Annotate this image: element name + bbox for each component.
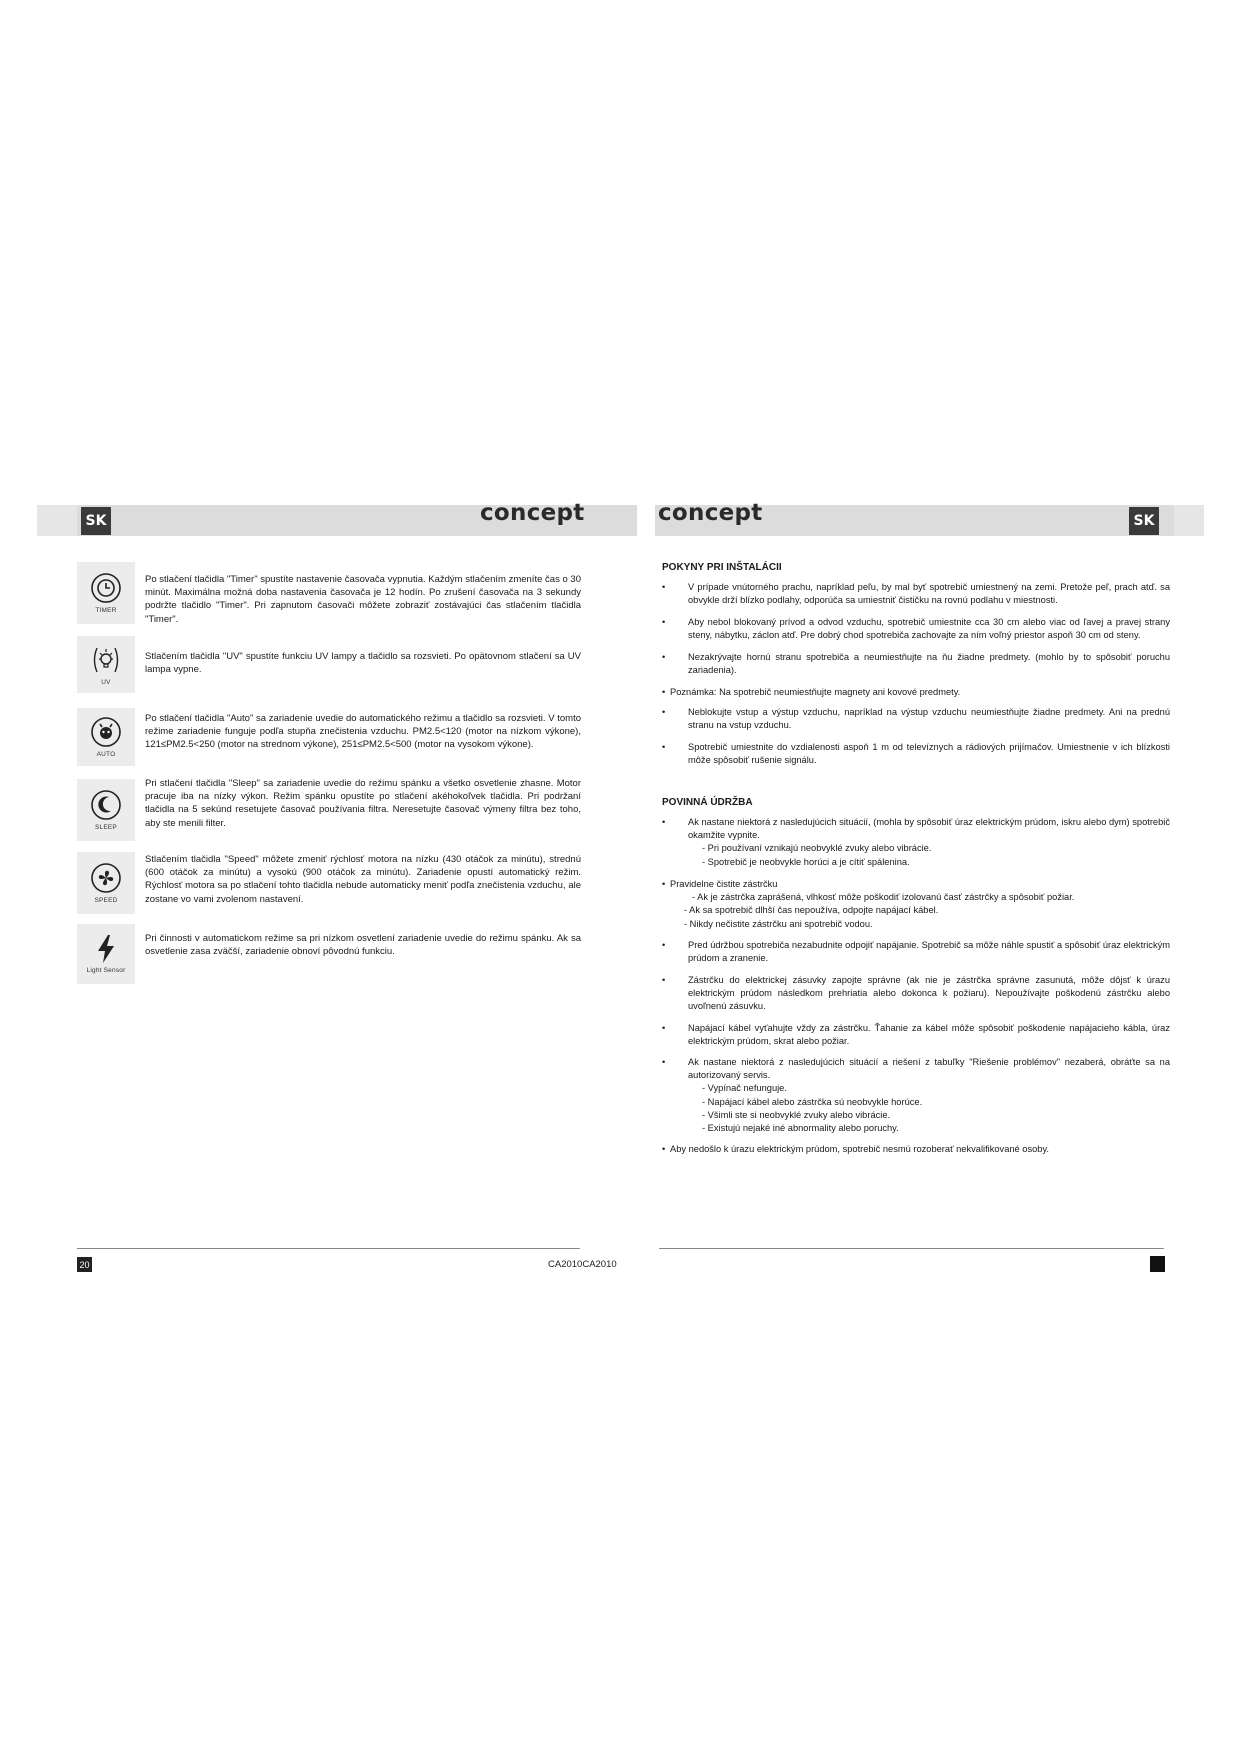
- footer-rule-left: [77, 1248, 580, 1249]
- timer-icon: [90, 572, 122, 604]
- lightning-sensor-icon: [94, 934, 118, 964]
- uv-icon-box: [77, 636, 135, 693]
- light-sensor-icon-box: [77, 924, 135, 984]
- speed-icon-box: [77, 852, 135, 914]
- timer-icon-box: [77, 562, 135, 624]
- auto-label: AUTO: [96, 751, 116, 758]
- fan-speed-icon: [90, 862, 122, 894]
- uv-lamp-icon: [90, 644, 122, 676]
- speed-description: Stlačením tlačidla "Speed" môžete zmeniť rýchlosť motora na nízku (430 otáčok za minútu), strednú (600 otáčok za minútu) a vysokú (900 otáčok za minútu). Zariadenie opustí automatický režim. Rýchlosť motora sa po stlačení tohto tlačidla nebude automaticky meniť podľa znečistenia vzduchu, ale zostane vo vami zvolenom nastavení.: [145, 854, 581, 905]
- auto-description: Po stlačení tlačidla "Auto" sa zariadenie uvedie do automatického režimu a tlačidlo sa rozsvieti. V tomto režime zariadenie funguje podľa stupňa znečistenia vzduchu. PM2.5<120 (motor na nízkom výkone), 121≤PM2.5<250 (motor na strednom výkone), 251≤PM2.5<500 (motor na vysokom výkone).: [145, 713, 581, 751]
- timer-label: TIMER: [95, 607, 117, 614]
- sleep-description: Pri stlačení tlačidla "Sleep" sa zariadenie uvedie do režimu spánku a všetko osvetlenie zhasne. Motor pracuje iba na nízky výkon. Režim spánku opustíte po stlačení akéhokoľvek tlačidla. Pri podržaní tlačidla na 5 sekúnd resetujete časovač používania filtra. Neresetujte časovač výmeny filtra bez toho, aby ste menili filter.: [145, 778, 581, 829]
- brand-logo-left: concept: [480, 500, 585, 526]
- page-number: 20: [77, 1257, 92, 1272]
- language-badge-left: SK: [81, 507, 111, 535]
- auto-icon-box: [77, 708, 135, 766]
- sleep-icon-box: [77, 779, 135, 841]
- model-number: CA2010CA2010: [548, 1259, 617, 1270]
- sleep-moon-icon: [90, 789, 122, 821]
- light-sensor-description: Pri činnosti v automatickom režime sa pri nízkom osvetlení zariadenie uvedie do režimu spánku. Ak sa osvetlenie zasa zväčší, zariadenie obnoví pôvodnú funkciu.: [145, 933, 581, 958]
- brand-logo-right: concept: [658, 500, 763, 526]
- installation-title: POKYNY PRI INŠTALÁCII: [662, 562, 782, 573]
- speed-label: SPEED: [94, 897, 118, 904]
- uv-description: Stlačením tlačidla "UV" spustíte funkciu UV lampy a tlačidlo sa rozsvieti. Po opätovnom stlačení sa UV lampa vypne.: [145, 651, 581, 676]
- auto-icon: [90, 716, 122, 748]
- sleep-label: SLEEP: [95, 824, 117, 831]
- timer-description: Po stlačení tlačidla "Timer" spustíte nastavenie časovača vypnutia. Každým stlačením zmeníte čas o 30 minút. Maximálna možná doba nastavenia časovača je 12 hodín. Po zrušení časovača na 3 sekundy podržte tlačidlo "Timer". Pri zapnutom časovači môžete zobraziť zostávajúci čas stlačením tlačidla "Timer".: [145, 574, 581, 625]
- light-sensor-label: Light Sensor: [86, 967, 126, 974]
- footer-rule-right: [659, 1248, 1164, 1249]
- language-badge-right: SK: [1129, 507, 1159, 535]
- page-marker-square: [1150, 1256, 1165, 1272]
- uv-label: UV: [101, 678, 111, 686]
- maintenance-title: POVINNÁ ÚDRŽBA: [662, 797, 753, 808]
